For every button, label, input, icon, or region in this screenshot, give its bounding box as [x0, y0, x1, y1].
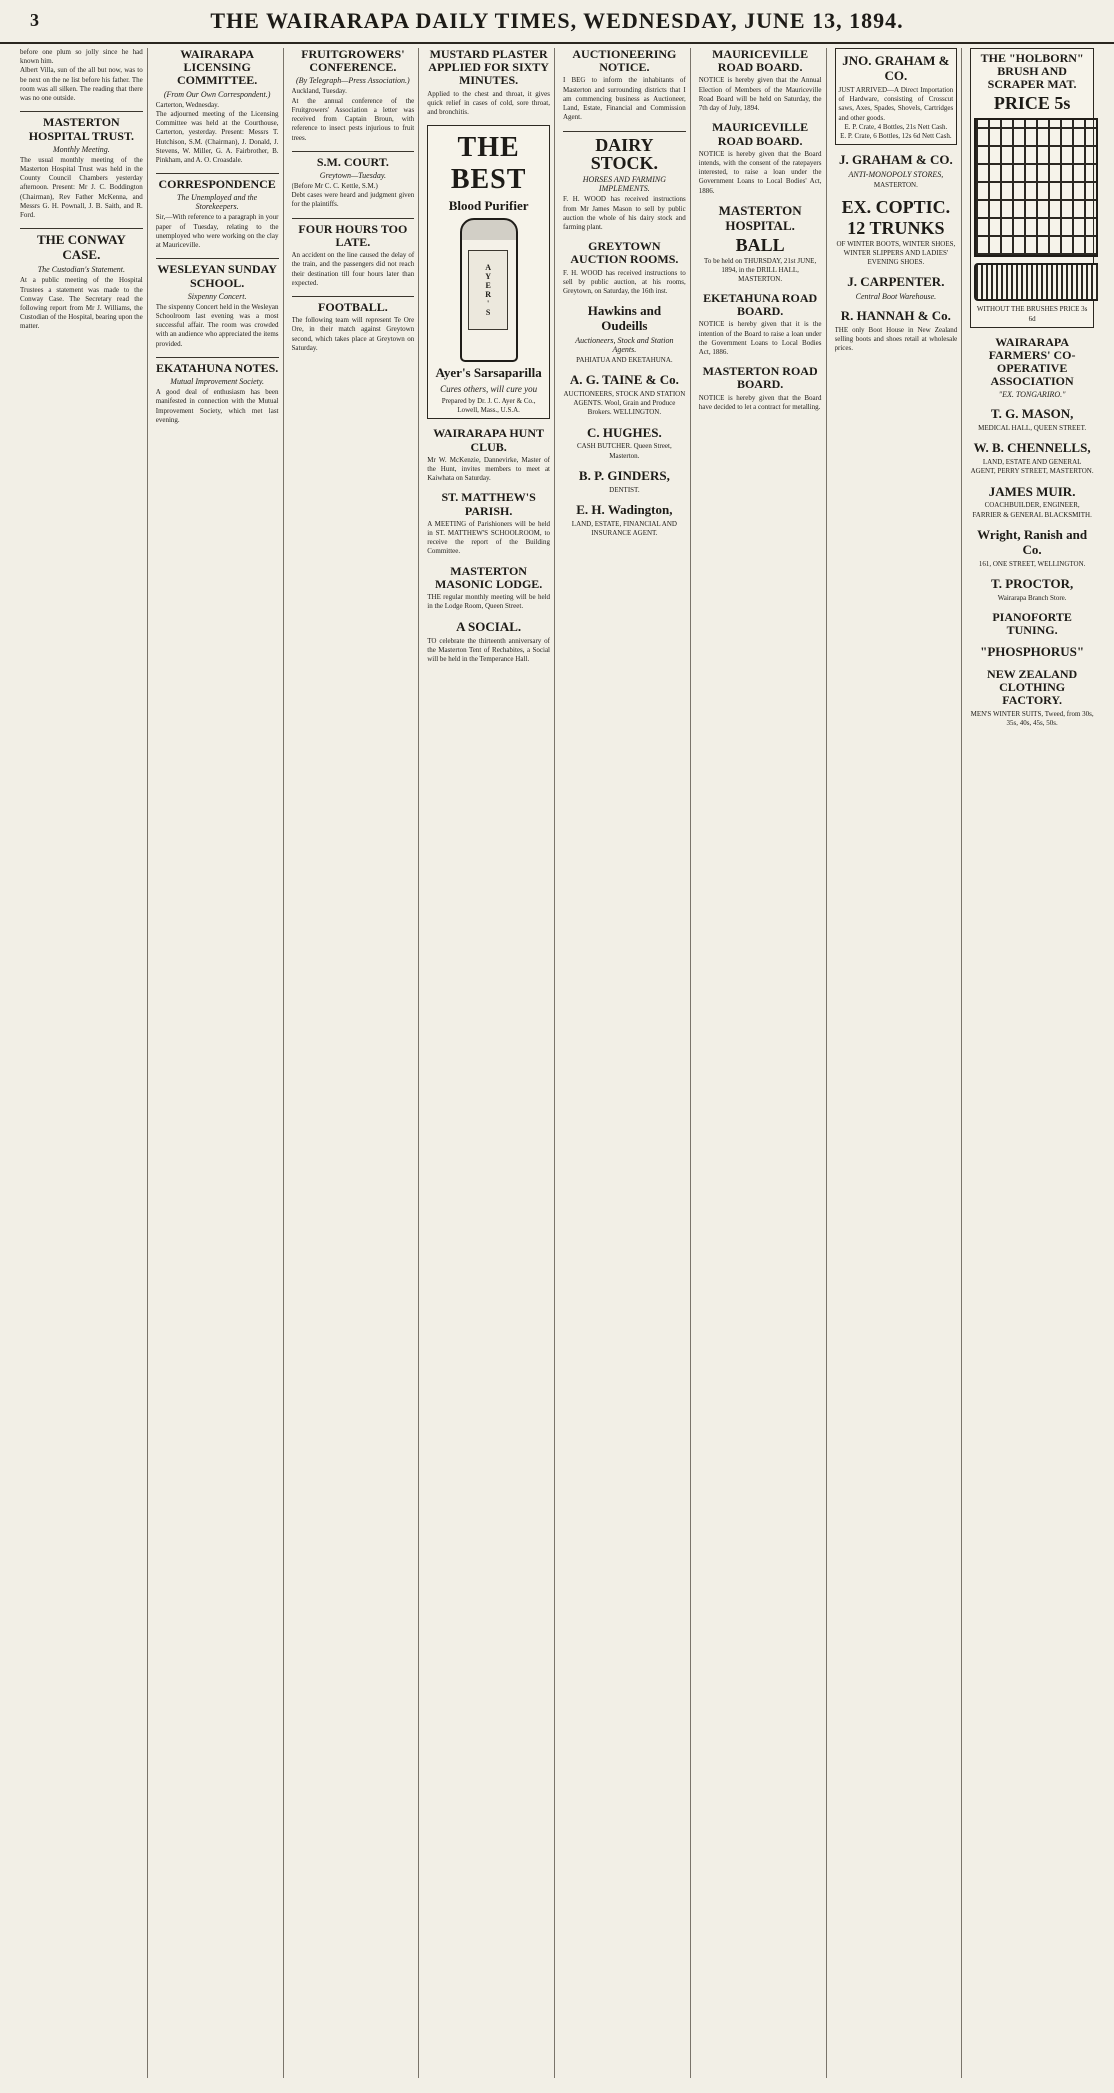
brush-icon: [974, 263, 1098, 301]
farmers-association-heading: WAIRARAPA FARMERS' CO-OPERATIVE ASSOCIATION: [988, 334, 1076, 389]
social-heading: A SOCIAL.: [456, 618, 522, 634]
concert-body: The sixpenny Concert held in the Wesleyan Schoolroom last evening was a most successful affair. The room was crowded with an audience who appreciated the items provided.: [155, 302, 279, 348]
eketahuna-board-body: NOTICE is hereby given that it is the intention of the Board to raise a loan under the Government Loans to Local Bodies Act, 1886.: [698, 320, 822, 356]
hunt-club-heading: WAIRARAPA HUNT CLUB.: [433, 426, 545, 454]
wadington-heading: E. H. Wadington,: [576, 501, 673, 517]
graham-ad: [835, 48, 958, 145]
phosphorus-heading: "PHOSPHORUS": [980, 644, 1085, 660]
custodian-statement-heading: The Custodian's Statement.: [37, 265, 125, 275]
divider: [20, 111, 143, 112]
divider: [292, 218, 415, 219]
dairy-stock-subheading: HORSES AND FARMING IMPLEMENTS.: [582, 175, 666, 194]
anti-monopoly-heading: ANTI-MONOPOLY STORES,: [848, 169, 944, 179]
hannah-body: THE only Boot House in New Zealand selling boots and shoes retail at wholesale prices.: [834, 325, 958, 353]
graham-price-1: E. P. Crate, 4 Bottles, 21s Nett Cash.: [844, 122, 948, 131]
graham-heading: JNO. GRAHAM & CO.: [842, 53, 950, 83]
divider: [292, 296, 415, 297]
taine-heading: A. G. TAINE & Co.: [569, 372, 679, 388]
masterton-board-heading: MASTERTON ROAD BOARD.: [702, 364, 818, 392]
greytown-rooms-body: F. H. WOOD has received instructions to sell by public auction, at his rooms, Greytown, on Saturday, the 16th inst.: [563, 268, 686, 296]
football-heading: FOOTBALL.: [318, 299, 388, 314]
carpenter-heading: J. CARPENTER.: [847, 274, 945, 290]
wadington-body: LAND, ESTATE, FINANCIAL AND INSURANCE AGENT.: [571, 519, 677, 537]
column-1: [20, 48, 148, 2078]
ex-coptic-heading: EX. COPTIC.: [841, 197, 951, 218]
product-name: Ayer's Sarsaparilla: [435, 365, 542, 381]
hughes-body: CASH BUTCHER. Queen Street, Masterton.: [577, 442, 672, 460]
sunday-school-heading: WESLEYAN SUNDAY SCHOOL.: [157, 262, 277, 290]
correspondence-subheading: The Unemployed and the Storekeepers.: [177, 193, 258, 212]
taine-body: AUCTIONEERS, STOCK AND STATION AGENTS. Wool, Grain and Produce Brokers. WELLINGTON.: [563, 390, 686, 417]
ginders-heading: B. P. GINDERS,: [578, 467, 670, 483]
blood-purifier-heading: Blood Purifier: [448, 198, 529, 214]
muir-heading: JAMES MUIR.: [988, 483, 1076, 499]
ekatahuna-notes-heading: EKATAHUNA NOTES.: [156, 360, 279, 375]
trunks-heading: 12 TRUNKS: [847, 217, 945, 238]
proctor-body: Wairarapa Branch Store.: [997, 593, 1067, 602]
licensing-committee-body: Carterton, Wednesday. The adjourned meeting of the Licensing Committee was held at the Courthouse, Carterton, yesterday. Present: Messrs T. Hutchison, S.M. (Chairman), J. Donald, J. Stevens, W. Miller, G. A. Fairbrother, B. Pinkham, and A. O. Croasdale.: [155, 100, 279, 164]
licensing-committee-subheading: (From Our Own Correspondent.): [163, 89, 271, 99]
divider: [20, 228, 143, 229]
holborn-body: WITHOUT THE BRUSHES PRICE 3s 6d: [976, 305, 1088, 323]
hawkins-heading: Hawkins and Oudeills: [587, 303, 662, 334]
column1-lead: before one plum so jolly since he had known him. Albert Villa, sun of the all but now, was to be next on the ne list before his father. The room was all silken. The reading that there was no one outside.: [20, 48, 143, 103]
hughes-heading: C. HUGHES.: [586, 424, 662, 440]
sm-court-body: (Before Mr C. C. Kettle, S.M.) Debt cases were heard and judgment given for the plaintiffs.: [291, 181, 415, 209]
chennells-body: LAND, ESTATE AND GENERAL AGENT, PERRY STREET, MASTERTON.: [970, 458, 1094, 476]
divider: [156, 258, 279, 259]
hannah-heading: R. HANNAH & Co.: [840, 308, 951, 324]
divider: [156, 173, 279, 174]
fruitgrowers-body: Auckland, Tuesday. At the annual conference of the Fruitgrowers' Association a letter was received from Captain Broun, with reference to insect pests injurious to fruit trees.: [291, 87, 415, 142]
holborn-price: PRICE 5s: [993, 92, 1071, 113]
mason-heading: T. G. MASON,: [990, 406, 1074, 422]
mustard-plaster-heading: MUSTARD PLASTER APPLIED FOR SIXTY MINUTES.: [428, 48, 549, 88]
scraper-mat-icon: [974, 118, 1098, 257]
fruitgrowers-subheading: (By Telegraph—Press Association.): [296, 76, 410, 86]
mutual-improvement-body: A good deal of enthusiasm has been manifested in connection with the Mutual Improvement Society, which met last evening.: [155, 388, 279, 424]
column-5: [563, 48, 691, 2078]
graham-stores-heading: J. GRAHAM & CO.: [839, 152, 953, 167]
divider: [563, 131, 686, 132]
best-heading: THE BEST: [450, 132, 527, 196]
hospital-trust-body: The usual monthly meeting of the Masterton Hospital Trust was held in the County Council Chambers yesterday afternoon. Present: Mr J. C. Boddington (Chairman), Rev Father McKenna, and Messrs G. H. Pownall, J. B. Saith, and R. Ford.: [20, 155, 143, 220]
clothing-factory-heading: NEW ZEALAND CLOTHING FACTORY.: [987, 666, 1078, 708]
product-maker: Prepared by Dr. J. C. Ayer & Co., Lowell, Mass., U.S.A.: [441, 397, 536, 415]
football-body: The following team will represent Te Ore Ore, in their match against Greytown second, which takes place at Greytown on Saturday.: [291, 316, 415, 352]
conway-case-body: At a public meeting of the Hospital Trustees a statement was made to the Conway Case. The Secretary read the following report from Mr J. Williams, the Custodian of the Hospital, bearing upon the matter.: [20, 276, 143, 331]
eketahuna-board-heading: EKETAHUNA ROAD BOARD.: [703, 290, 818, 319]
conway-case-heading: THE CONWAY CASE.: [37, 232, 126, 263]
hawkins-subheading: Auctioneers, Stock and Station Agents.: [575, 336, 674, 355]
greytown-rooms-heading: GREYTOWN AUCTION ROOMS.: [570, 239, 679, 267]
auctioneering-notice-body: I BEG to inform the inhabitants of Masterton and surrounding districts that I am commencing business as Auctioneer, Land, Estate, Financial and Commission Agent.: [563, 76, 686, 122]
product-line: Cures others, will cure you: [440, 384, 538, 395]
four-hours-body: An accident on the line caused the delay of the train, and the passengers did not reach their destination till four hours later than expected.: [291, 251, 415, 287]
proctor-heading: T. PROCTOR,: [991, 575, 1074, 591]
mauriceville-board-heading-2: MAURICEVILLE ROAD BOARD.: [712, 120, 809, 148]
licensing-committee-heading: WAIRARAPA LICENSING COMMITTEE.: [176, 48, 258, 88]
sarsaparilla-bottle-icon: [460, 218, 518, 362]
mauriceville-board-body: NOTICE is hereby given that the Annual Election of Members of the Mauriceville Road Board will be held on Saturday, the 7th day of July, 1894.: [698, 76, 822, 113]
holborn-heading: THE "HOLBORN" BRUSH AND SCRAPER MAT.: [980, 51, 1084, 92]
divider: [292, 151, 415, 152]
hospital-heading: MASTERTON HOSPITAL.: [718, 202, 802, 233]
mutual-improvement-heading: Mutual Improvement Society.: [170, 377, 264, 387]
trunks-body: OF WINTER BOOTS, WINTER SHOES, WINTER SLIPPERS AND LADIES' EVENING SHOES.: [836, 239, 956, 266]
hospital-trust-subheading: Monthly Meeting.: [52, 144, 110, 154]
social-body: TO celebrate the thirteenth anniversary of the Masterton Tent of Rechabites, a Social will be held in the Temperance Hall.: [427, 636, 550, 663]
hawkins-body: PAHIATUA AND EKETAHUNA.: [576, 356, 673, 365]
sm-court-subheading: Greytown—Tuesday.: [319, 170, 386, 180]
correspondence-heading: CORRESPONDENCE: [158, 177, 276, 192]
page-number: 3: [30, 10, 39, 30]
chennells-heading: W. B. CHENNELLS,: [973, 440, 1091, 456]
column-8: [970, 48, 1098, 2078]
mustard-plaster-body: Applied to the chest and throat, it gives quick relief in cases of cold, sore throat, and bronchitis.: [427, 89, 550, 117]
ball-heading: BALL: [735, 234, 785, 255]
masonic-lodge-heading: MASTERTON MASONIC LODGE.: [434, 563, 543, 591]
correspondence-body: Sir,—With reference to a paragraph in your paper of Tuesday, relating to the unemployed who were working on the clay at Mauriceville.: [155, 213, 279, 250]
auctioneering-notice-heading: AUCTIONEERING NOTICE.: [572, 48, 677, 75]
tongariro-heading: "EX. TONGARIRO.": [998, 390, 1066, 400]
four-hours-heading: FOUR HOURS TOO LATE.: [298, 221, 408, 249]
masonic-lodge-body: THE regular monthly meeting will be held in the Lodge Room, Queen Street.: [427, 593, 550, 611]
divider: [156, 357, 279, 358]
ball-body: To be held on THURSDAY, 21st JUNE, 1894, in the DRILL HALL, MASTERTON.: [704, 256, 817, 283]
holborn-ad: [970, 48, 1094, 328]
st-matthews-heading: ST. MATTHEW'S PARISH.: [441, 490, 536, 518]
hospital-trust-heading: MASTERTON HOSPITAL TRUST.: [28, 115, 135, 143]
masterton-board-body: NOTICE is hereby given that the Board have decided to let a contract for metalling.: [698, 393, 822, 411]
dairy-stock-heading: DAIRY STOCK.: [590, 134, 658, 174]
graham-location: MASTERTON.: [873, 180, 918, 189]
column-6: [699, 48, 827, 2078]
mauriceville-board-body-2: NOTICE is hereby given that the Board intends, with the consent of the ratepayers interested, to raise a loan under the Government Loans to Local Bodies' Act, 1886.: [698, 149, 822, 195]
sm-court-heading: S.M. COURT.: [316, 154, 389, 169]
wright-ranish-heading: Wright, Ranish and Co.: [977, 526, 1088, 557]
graham-price-2: E. P. Crate, 6 Bottles, 12s 6d Nett Cash.: [840, 131, 952, 140]
piano-tuning-heading: PIANOFORTE TUNING.: [992, 609, 1072, 637]
newspaper-masthead: THE WAIRARAPA DAILY TIMES, WEDNESDAY, JUNE 13, 1894.: [0, 0, 1114, 44]
dairy-stock-body: F. H. WOOD has received instructions from Mr James Mason to sell by public auction the whole of his dairy stock and farming plant.: [563, 195, 686, 232]
mason-body: MEDICAL HALL, QUEEN STREET.: [978, 424, 1087, 433]
muir-body: COACHBUILDER, ENGINEER, FARRIER & GENERAL BLACKSMITH.: [972, 501, 1092, 519]
article-columns: [20, 48, 1098, 2078]
column-2: [156, 48, 284, 2078]
bottle-label: AYER'S: [468, 250, 508, 330]
sarsaparilla-ad: [427, 125, 550, 419]
boot-warehouse-heading: Central Boot Warehouse.: [855, 292, 937, 302]
mauriceville-board-heading: MAURICEVILLE ROAD BOARD.: [712, 48, 809, 75]
st-matthews-body: A MEETING of Parishioners will be held in ST. MATTHEW'S SCHOOLROOM, to receive the report of the Building Committee.: [427, 519, 550, 556]
concert-subheading: Sixpenny Concert.: [187, 291, 247, 301]
wright-ranish-body: 161, ONE STREET, WELLINGTON.: [978, 559, 1086, 568]
column-7: [835, 48, 963, 2078]
ginders-body: DENTIST.: [609, 485, 640, 494]
fruitgrowers-heading: FRUITGROWERS' CONFERENCE.: [301, 48, 405, 75]
clothing-factory-body: MEN'S WINTER SUITS, Tweed, from 30s, 35s, 40s, 45s, 50s.: [970, 709, 1094, 727]
column-4: [427, 48, 555, 2078]
graham-body: JUST ARRIVED—A Direct Importation of Hardware, consisting of Crosscut saws, Axes, Spades, Shovels, Cartridges and other goods.: [838, 85, 954, 122]
column-3: [292, 48, 420, 2078]
hunt-club-body: Mr W. McKenzie, Dannevirke, Master of the Hunt, invites members to meet at Kaiwhata on Saturday.: [427, 455, 550, 483]
